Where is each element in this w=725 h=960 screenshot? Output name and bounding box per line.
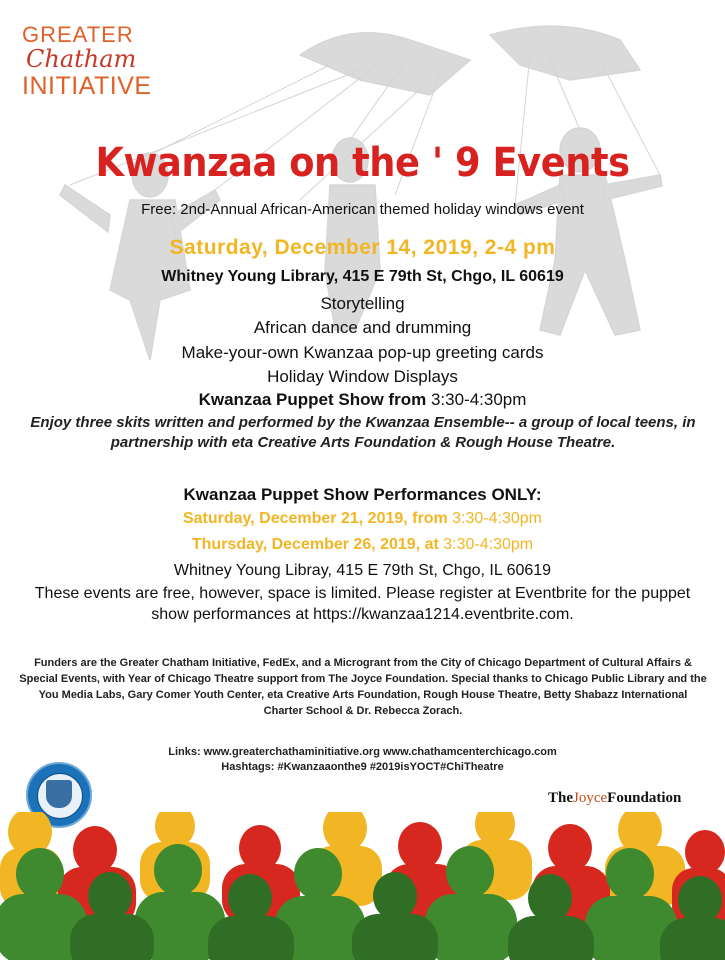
- activity-item: African dance and drumming: [253, 318, 472, 337]
- performance-date-1-time: 3:30-4:30pm: [452, 510, 542, 527]
- puppet-show-description: [28, 413, 698, 453]
- performance-date-1: [0, 510, 725, 528]
- logo-line-initiative: INITIATIVE: [22, 72, 152, 100]
- performances-heading: Kwanzaa Puppet Show Performances ONLY:: [183, 485, 542, 504]
- joyce-logo-the: The: [548, 790, 574, 806]
- joyce-logo-joyce: Joyce: [573, 790, 608, 806]
- logo-line-greater: GREATER: [22, 22, 134, 47]
- performances-address: Whitney Young Libray, 415 E 79th St, Chgo, IL 60619: [173, 562, 552, 579]
- activity-item: Make-your-own Kwanzaa pop-up greeting cards: [181, 343, 544, 362]
- hashtags-line: Hashtags: #Kwanzaaonthe9 #2019isYOCT#ChiTheatre: [221, 761, 504, 773]
- activity-item: Storytelling: [320, 294, 405, 313]
- activity-item: Holiday Window Displays: [267, 367, 458, 386]
- links-line: Links: www.greaterchathaminitiative.org www.chathamcenterchicago.com: [168, 746, 557, 758]
- puppet-show-time: 3:30-4:30pm: [430, 390, 527, 409]
- page-title: Kwanzaa on the ' 9 Events: [95, 140, 630, 186]
- funders-paragraph: Funders are the Greater Chatham Initiative, FedEx, and a Microgrant from the City of Chicago Department of Cultural Affairs & Special Events, with Year of Chicago Theatre support from The Joyce Foundation. Special thanks to Chicago Public Library and the You Media Labs, Gary Comer Youth Center, eta Creative Arts Foundation, Rough House Theatre, Betty Shabazz International Charter School & Dr. Rebecca Zorach.: [19, 657, 707, 717]
- registration-note-text: These events are free, however, space is limited. Please register at Eventbrite for the puppet show performances at https://kwanzaa1214.eventbrite.com.: [34, 585, 691, 623]
- puppet-show-label: Kwanzaa Puppet Show from: [198, 390, 427, 409]
- puppet-show-line: [0, 390, 725, 410]
- performance-date-2-time: 3:30-4:30pm: [443, 536, 534, 553]
- event-subtitle: Free: 2nd-Annual African-American themed holiday windows event: [141, 201, 584, 218]
- funders-text: [18, 655, 708, 719]
- performance-date-1-text: Saturday, December 21, 2019, from: [182, 510, 448, 527]
- event1-address: Whitney Young Library, 415 E 79th St, Chgo, IL 60619: [161, 268, 564, 285]
- links-block: [0, 745, 725, 775]
- performance-date-2: [0, 536, 725, 554]
- puppet-show-description-text: Enjoy three skits written and performed by the Kwanzaa Ensemble-- a group of local teens, in partnership with eta Creative Arts Foundation & Rough House Theatre.: [30, 414, 696, 451]
- seal-emblem: [46, 780, 72, 808]
- joyce-foundation-logo: [548, 790, 681, 807]
- performance-date-2-text: Thursday, December 26, 2019, at: [191, 536, 439, 553]
- crowd-silhouettes-graphic: [0, 812, 725, 960]
- greater-chatham-initiative-logo: [22, 24, 162, 100]
- logo-line-chatham: Chatham: [26, 45, 137, 73]
- event1-date: Saturday, December 14, 2019, 2-4 pm: [169, 236, 556, 259]
- registration-note: [20, 583, 705, 625]
- joyce-logo-foundation: Foundation: [607, 790, 682, 806]
